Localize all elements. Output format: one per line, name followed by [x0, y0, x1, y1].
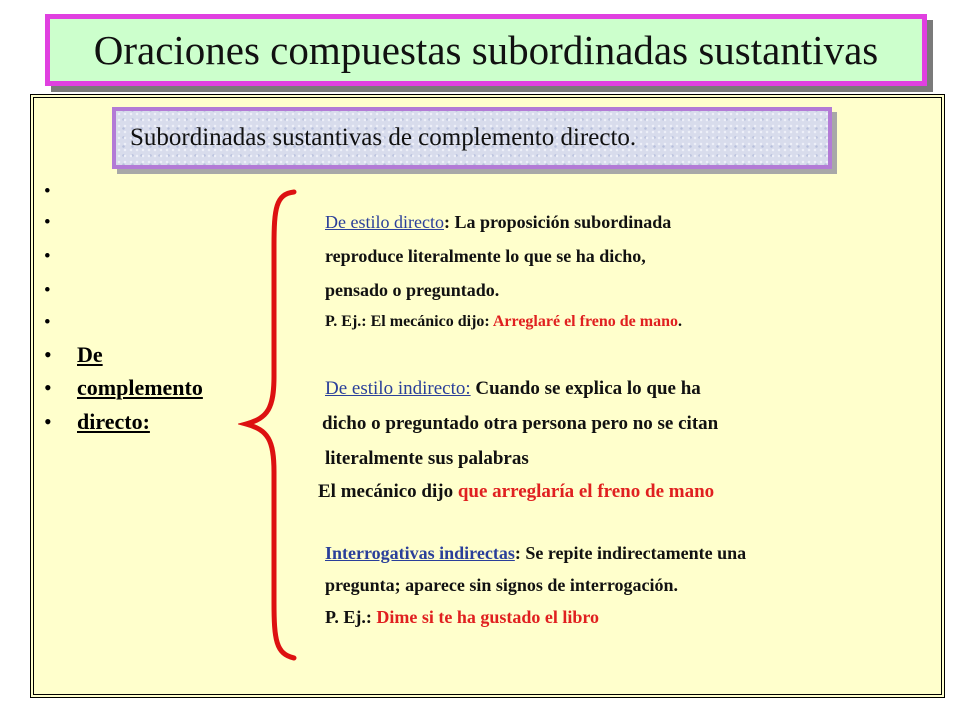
interrogativas-term: Interrogativas indirectas: [325, 543, 515, 563]
bullet-1: •: [44, 181, 51, 202]
indirecto-term: De estilo indirecto:: [325, 378, 471, 399]
interrogativas-example-prefix: P. Ej.:: [325, 607, 377, 627]
directo-line-3: pensado o preguntado.: [325, 280, 500, 300]
bullet-2: •: [44, 212, 51, 233]
bullet-4: •: [44, 280, 51, 301]
bullet-7: •: [44, 375, 52, 400]
bullet-8: •: [44, 409, 52, 434]
bullet-3: •: [44, 246, 51, 267]
interrogativas-line-1: [325, 543, 746, 564]
subtitle-banner: [112, 107, 832, 169]
directo-example-suffix: .: [677, 313, 682, 330]
indirecto-line-2: dicho o preguntado otra persona pero no se citan: [322, 413, 719, 434]
page-title: Oraciones compuestas subordinadas sustantivas: [93, 27, 879, 73]
directo-example-prefix: P. Ej.: El mecánico dijo:: [325, 313, 493, 330]
indirecto-example: [318, 481, 714, 503]
indirecto-line-1: [325, 378, 701, 400]
label-directo: directo:: [77, 409, 150, 434]
directo-line-1: [325, 212, 671, 233]
directo-term: De estilo directo: [325, 212, 444, 232]
interrogativas-example: [325, 607, 599, 628]
title-banner: [45, 14, 927, 86]
directo-example-red: Arreglaré el freno de mano: [492, 313, 678, 330]
indirecto-desc-1: Cuando se explica lo que ha: [470, 378, 701, 399]
directo-desc-1: : La proposición subordinada: [443, 212, 672, 232]
interrogativas-line-2: pregunta; aparece sin signos de interrogación.: [325, 575, 679, 595]
curly-brace-icon: [238, 186, 298, 664]
label-complemento: complemento: [77, 375, 203, 400]
label-de: De: [77, 342, 103, 367]
indirecto-line-3: literalmente sus palabras: [325, 448, 529, 469]
bullet-5: •: [44, 312, 51, 333]
interrogativas-example-red: Dime si te ha gustado el libro: [376, 607, 600, 627]
bullet-6: •: [44, 342, 52, 367]
directo-example: [325, 313, 682, 331]
interrogativas-desc-1: : Se repite indirectamente una: [514, 543, 747, 563]
directo-line-2: reproduce literalmente lo que se ha dicho,: [325, 246, 646, 266]
indirecto-example-prefix: El mecánico dijo: [318, 481, 458, 502]
indirecto-example-red: que arreglaría el freno de mano: [457, 481, 715, 502]
subtitle: Subordinadas sustantivas de complemento directo.: [130, 124, 637, 151]
